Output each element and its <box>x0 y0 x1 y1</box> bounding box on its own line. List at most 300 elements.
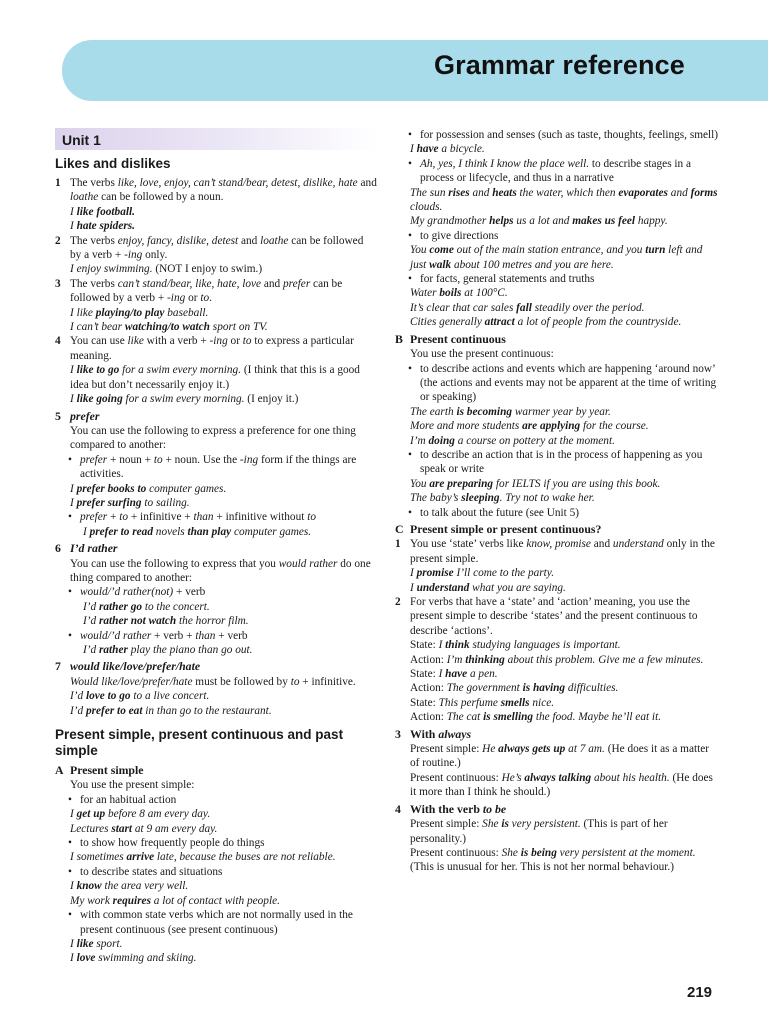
text: nice. <box>529 696 555 709</box>
text: a course on pottery at the moment. <box>454 434 615 447</box>
example <box>395 286 721 300</box>
text: would/’d rather <box>80 629 152 642</box>
text: (I think that this is a good idea but don’t necessarily enjoy it.) <box>70 364 360 391</box>
text: I <box>70 496 77 509</box>
text: prefer to eat <box>86 704 143 717</box>
bullet-item <box>395 157 721 186</box>
text: difficulties. <box>565 682 619 695</box>
example <box>395 434 721 448</box>
rule-4 <box>55 334 377 363</box>
text: loathe <box>70 191 99 204</box>
text: to <box>119 511 129 524</box>
text: I <box>438 668 446 681</box>
text: only in the present simple. <box>410 538 715 565</box>
text: requires <box>112 894 151 907</box>
text: steadily over the period. <box>531 301 645 314</box>
section-b-intro: You use the present continuous: <box>410 348 554 361</box>
example <box>55 689 377 703</box>
rule-number: 2 <box>55 234 61 247</box>
text: -ing <box>124 249 143 262</box>
rule-5-text: You can use the following to express a preference for one thing compared to another: <box>70 424 356 452</box>
text: enjoy, fancy, dislike, detest <box>117 234 239 247</box>
example <box>395 315 721 329</box>
example <box>55 894 377 908</box>
rule-c4-heading <box>395 802 721 816</box>
text: promise <box>416 567 454 580</box>
example <box>55 614 377 628</box>
text: Present continuous <box>410 331 506 346</box>
page-header-title: Grammar reference <box>434 50 685 80</box>
text: I <box>70 482 77 495</box>
text: to express a particular meaning. <box>70 335 354 362</box>
text: I <box>70 364 77 377</box>
text: You <box>410 244 430 257</box>
example <box>395 186 721 215</box>
example <box>55 850 377 864</box>
text: I <box>70 205 77 218</box>
text: The verbs <box>70 277 118 290</box>
text: like to go <box>76 364 120 377</box>
text: swimming and skiing. <box>95 952 197 965</box>
bullet-item: • to describe states and situations <box>55 865 377 879</box>
bullet-item: • for facts, general statements and truths <box>395 272 721 286</box>
text: I like <box>70 306 96 319</box>
text: State: <box>410 696 439 709</box>
text: love <box>76 952 96 965</box>
text: know, promise <box>526 538 591 551</box>
text: The government <box>446 682 523 695</box>
example <box>395 566 721 580</box>
text: With the verb <box>410 801 483 816</box>
text: Present continuous: <box>410 771 502 784</box>
text: to the concert. <box>142 600 210 613</box>
text: (This is part of her personality.) <box>410 818 668 845</box>
example <box>55 262 377 276</box>
text: sleeping <box>461 492 500 505</box>
text: Lectures <box>70 822 112 835</box>
text: hate <box>338 177 358 189</box>
rule-c2 <box>395 595 721 638</box>
text: to <box>153 453 163 466</box>
text: start <box>111 822 133 835</box>
bullet-item: • for an habitual action <box>55 793 377 807</box>
text: I <box>70 937 77 950</box>
text: fall <box>516 301 532 314</box>
text: get up <box>76 808 106 821</box>
text: to sailing. <box>141 496 190 509</box>
text: do one thing compared to another: <box>70 557 371 584</box>
text: play the piano than go out. <box>127 644 253 656</box>
text: helps <box>489 215 514 228</box>
text: in than go to the restaurant. <box>142 704 272 717</box>
text: walk <box>429 258 452 271</box>
rule-5-heading <box>55 409 377 423</box>
example <box>55 600 377 614</box>
text: + verb + <box>151 629 196 642</box>
text: before 8 am every day. <box>105 808 211 821</box>
text: I <box>70 808 77 821</box>
text: only. <box>142 249 168 262</box>
text: understand <box>416 581 470 594</box>
example <box>55 205 377 219</box>
text: + verb <box>215 629 248 642</box>
text: playing/to play <box>95 306 165 319</box>
rule-number: 5 <box>55 408 61 423</box>
text: warmer year by year. <box>512 405 611 418</box>
text: is smelling <box>483 711 534 724</box>
text: Action: <box>410 682 447 695</box>
rule-3 <box>55 277 377 306</box>
text: I <box>410 143 417 156</box>
text: + infinitive without <box>213 511 308 524</box>
text: arrive <box>126 851 155 864</box>
rule-number: 6 <box>55 541 61 556</box>
text: studying languages is important. <box>469 639 621 652</box>
text: I <box>70 393 77 406</box>
example <box>395 653 721 667</box>
text: are preparing <box>429 477 494 490</box>
rule-c3-heading <box>395 727 721 741</box>
text: like <box>127 335 144 348</box>
text: (NOT I enjoy to swim.) <box>152 263 263 276</box>
text: makes us feel <box>572 215 636 228</box>
text: Ah, yes, I think I know the place well. <box>420 157 590 170</box>
text: always talking <box>524 771 592 784</box>
rule-1 <box>55 176 377 205</box>
text: about his health. <box>591 771 670 784</box>
example <box>55 363 377 392</box>
text: to <box>200 292 210 305</box>
text: I sometimes <box>70 851 127 864</box>
text: with a verb + <box>143 335 210 348</box>
text: us a lot and <box>513 215 573 228</box>
rule-7-text <box>55 675 377 689</box>
text: a lot of people from the countryside. <box>514 316 682 329</box>
example <box>395 405 721 419</box>
example <box>395 771 721 800</box>
text: than <box>195 629 216 642</box>
rule-number: 1 <box>55 177 61 189</box>
text: Would like/love/prefer/hate <box>70 675 193 688</box>
text: know <box>76 880 102 893</box>
page-number: 219 <box>687 984 713 1001</box>
text: The cat <box>446 711 484 724</box>
text: than play <box>187 525 232 538</box>
text: hate spiders. <box>76 220 135 233</box>
text: You <box>410 477 430 490</box>
text: I <box>410 581 417 594</box>
text: Present simple: <box>410 743 483 756</box>
section-heading-likes-dislikes: Likes and dislikes <box>55 156 171 171</box>
example <box>395 301 721 315</box>
text: have <box>445 668 468 681</box>
text: rises <box>448 186 470 199</box>
text: prefer <box>70 408 100 423</box>
text: I <box>83 525 90 538</box>
text: . Try not to wake her. <box>499 492 595 505</box>
bullet-item: • for possession and senses (such as taste, thoughts, feelings, smell) <box>395 128 721 142</box>
text: forms <box>690 186 718 199</box>
text: + verb <box>173 586 206 599</box>
text: smells <box>500 696 530 709</box>
example <box>395 696 721 710</box>
example <box>395 214 721 228</box>
text: loathe <box>260 234 289 247</box>
text: to <box>242 335 252 348</box>
text: thinking <box>465 653 505 666</box>
text: would rather <box>278 557 338 570</box>
bullet-item <box>55 453 377 482</box>
bullet-item: • to describe actions and events which are happening ‘around now’ (the actions and events may not be apparent at the time of writing or speaking) <box>395 362 721 405</box>
section-letter: A <box>55 763 64 778</box>
text: + infinitive + <box>128 511 194 524</box>
text: can be followed by a verb + <box>70 277 343 305</box>
text: He <box>482 743 499 756</box>
text: You can use the following to express that you <box>70 557 279 570</box>
rule-6-text <box>55 557 377 586</box>
rule-c1 <box>395 537 721 566</box>
text: I can’t bear <box>70 321 125 334</box>
rule-6-heading <box>55 541 377 555</box>
text: at 100°C. <box>461 287 508 300</box>
example <box>395 667 721 681</box>
text: and <box>238 234 261 247</box>
text: or <box>185 292 201 305</box>
text: prefer to read <box>89 525 153 538</box>
rule-7-heading <box>55 659 377 673</box>
text: is having <box>522 682 566 695</box>
text: sport. <box>93 937 123 950</box>
text: + <box>107 511 120 524</box>
text: to be <box>482 801 507 816</box>
text: Action: <box>410 653 447 666</box>
text: about 100 metres and you are here. <box>451 258 614 271</box>
example <box>55 822 377 836</box>
text: With <box>410 726 439 741</box>
example <box>55 951 377 965</box>
text: State: <box>410 668 439 681</box>
text: love to go <box>86 690 131 703</box>
text: left and just <box>410 244 703 271</box>
text: I enjoy swimming. <box>70 263 153 276</box>
example <box>395 477 721 491</box>
text: Present simple: <box>410 818 483 831</box>
text: I’m <box>446 653 466 666</box>
text: You can use <box>70 335 128 348</box>
bullet-item <box>55 585 377 599</box>
example <box>395 581 721 595</box>
example <box>55 320 377 334</box>
text: I’d <box>70 704 86 717</box>
text: I <box>410 567 417 580</box>
text: like going <box>76 393 123 406</box>
text: Cities generally <box>410 316 485 329</box>
text: like, love, enjoy, can’t stand/bear, detest, dislike, <box>117 177 336 189</box>
text: and <box>590 538 613 551</box>
text: would like/love/prefer/hate <box>70 659 201 674</box>
example <box>55 482 377 496</box>
text: (He does it as a matter of routine.) <box>410 743 710 770</box>
text: always <box>438 726 472 741</box>
example <box>55 704 377 718</box>
bullet-item: • with common state verbs which are not normally used in the present continuous (see present continuous) <box>55 908 377 937</box>
text: I <box>70 880 77 893</box>
text: Water <box>410 287 440 300</box>
text: late, because the buses are not reliable. <box>154 851 336 864</box>
text: . <box>209 292 212 305</box>
left-column <box>55 128 377 966</box>
text: I’d <box>83 615 99 628</box>
text: This perfume <box>438 696 501 709</box>
text: have <box>416 143 439 156</box>
rule-number: 3 <box>55 277 61 290</box>
text: State: <box>410 639 439 652</box>
text: a pen. <box>467 668 498 681</box>
text: The sun <box>410 186 449 199</box>
text: out of the main station entrance, and you <box>453 244 646 257</box>
section-b-heading <box>395 332 721 346</box>
text: the water, which then <box>516 186 619 199</box>
text: is <box>501 818 509 831</box>
example <box>55 219 377 233</box>
text: More and more students <box>410 420 523 433</box>
section-c-heading <box>395 522 721 536</box>
rule-number: 3 <box>395 726 401 741</box>
text: prefer <box>283 277 311 290</box>
bullet-item: • to give directions <box>395 229 721 243</box>
example <box>55 306 377 320</box>
text: The earth <box>410 405 457 418</box>
example <box>395 817 721 846</box>
text: for IELTS if you are using this book. <box>493 477 661 490</box>
text: the food. Maybe he’ll eat it. <box>533 711 662 724</box>
example <box>395 846 721 875</box>
text: Present simple or present continuous? <box>410 521 602 536</box>
text: I’ll come to the party. <box>453 567 555 580</box>
text: The baby’s <box>410 492 462 505</box>
text: The verbs <box>70 177 118 189</box>
text: to <box>307 511 316 524</box>
text: My grandmother <box>410 215 490 228</box>
text: doing <box>428 434 455 447</box>
text: come <box>429 244 454 257</box>
bullet-item: • to describe an action that is in the process of happening as you speak or write <box>395 448 721 477</box>
text: to a live concert. <box>130 690 210 703</box>
text: (I enjoy it.) <box>244 393 299 406</box>
text: Action: <box>410 711 447 724</box>
example <box>395 243 721 272</box>
text: to describe stages in a process or lifecycle, and thus in a narrative <box>420 157 692 185</box>
text: or <box>227 335 243 348</box>
text: is being <box>520 846 557 859</box>
text: -ing <box>167 292 186 305</box>
text: rather go <box>99 600 142 613</box>
text: form if the things are activities. <box>80 453 357 481</box>
text: rather not watch <box>99 615 177 628</box>
text: + noun + <box>107 453 154 466</box>
text: + infinitive. <box>299 675 356 688</box>
bullet-item <box>55 629 377 643</box>
rule-number: 4 <box>395 801 401 816</box>
text: I <box>438 639 446 652</box>
text: very persistent. <box>508 818 581 831</box>
text: My work <box>70 894 113 907</box>
unit-label: Unit 1 <box>62 132 101 148</box>
right-column <box>395 128 721 875</box>
text: and <box>667 186 691 199</box>
text: like <box>76 937 94 950</box>
text: I <box>70 952 77 965</box>
text: the horror film. <box>176 615 249 628</box>
rule-number: 4 <box>55 335 61 348</box>
example <box>395 710 721 724</box>
example <box>395 681 721 695</box>
text: I’d <box>70 690 86 703</box>
example <box>395 419 721 433</box>
text: must be followed by <box>192 675 291 688</box>
section-letter: B <box>395 331 403 346</box>
text: It’s clear that car sales <box>410 301 517 314</box>
text: and <box>357 177 377 189</box>
text: I’d rather <box>70 541 118 556</box>
rule-number: 7 <box>55 659 61 674</box>
text: the area very well. <box>101 880 189 893</box>
text: I’d <box>83 644 99 656</box>
text: to <box>290 675 300 688</box>
text: what you are saying. <box>469 581 566 594</box>
text: always gets up <box>498 743 566 756</box>
text: turn <box>645 244 666 257</box>
section-letter: C <box>395 521 404 536</box>
section-heading-present-simple-continuous: Present simple, present continuous and past simple <box>55 727 344 759</box>
text: The verbs <box>70 234 118 247</box>
text: and <box>261 277 284 290</box>
example <box>55 525 377 539</box>
text: for a swim every morning. <box>119 364 242 377</box>
text: prefer <box>80 453 108 466</box>
text: prefer <box>80 511 108 524</box>
text: can’t stand/bear, like, hate, love <box>117 277 262 290</box>
text: She <box>501 846 521 859</box>
text: computer games. <box>146 482 227 495</box>
example <box>55 807 377 821</box>
rule-number: 2 <box>395 596 401 608</box>
text: She <box>482 818 502 831</box>
text: can be followed by a verb + <box>70 234 364 262</box>
example <box>395 742 721 771</box>
text: for the course. <box>580 420 649 433</box>
example <box>395 491 721 505</box>
text: and <box>469 186 493 199</box>
text: is becoming <box>456 405 512 418</box>
text: + noun. Use the <box>162 453 240 466</box>
text: (This is unusual for her. This is not her normal behaviour.) <box>410 861 674 874</box>
text: watching/to watch <box>124 321 210 334</box>
text: think <box>445 639 470 652</box>
rule-2 <box>55 234 377 263</box>
bullet-item: • to talk about the future (see Unit 5) <box>395 506 721 520</box>
example <box>55 392 377 406</box>
text: He’s <box>501 771 525 784</box>
bullet-item <box>55 510 377 524</box>
text: prefer books to <box>76 482 147 495</box>
text: a bicycle. <box>438 143 485 156</box>
text: -ing <box>239 453 259 466</box>
text: like football. <box>76 205 135 218</box>
bullet-item: • to show how frequently people do things <box>55 836 377 850</box>
text: I <box>70 220 77 233</box>
text: You use ‘state’ verbs like <box>410 538 527 551</box>
